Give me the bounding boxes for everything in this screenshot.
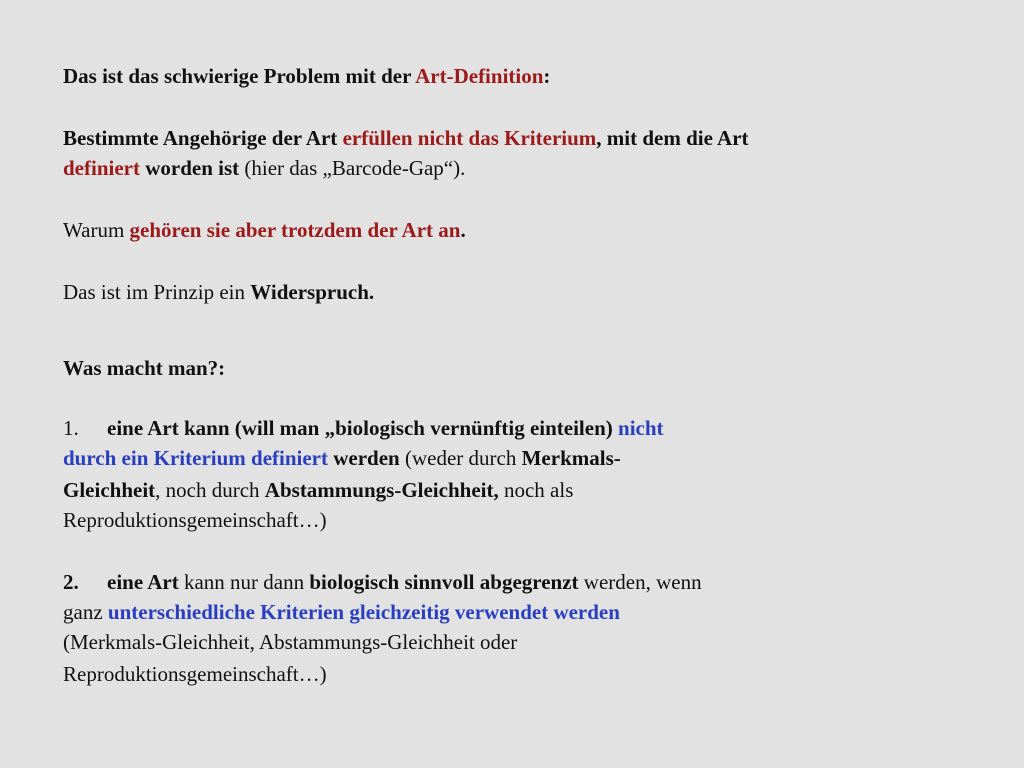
item2-number: 2. [63,570,79,594]
item1-line3-c: Abstammungs-Gleichheit, [264,478,499,502]
heading-highlight: Art-Definition [415,64,544,88]
item1-line2-a: durch ein Kriterium definiert [63,446,328,470]
para2-a: Warum [63,218,130,242]
para1-line2-b: worden ist [139,156,240,180]
heading [63,64,550,88]
item2-line2-b: unterschiedliche Kriterien gleichzeitig verwendet werden [107,600,620,624]
item2-line1-b: kann nur dann [178,570,310,594]
para1-line1-a: Bestimmte Angehörige der Art [63,126,343,150]
item2-line1-a: eine Art [107,570,179,594]
item2-line2-a: ganz [63,600,108,624]
para1-line2-a: definiert [63,156,140,180]
item2-line1 [63,570,702,594]
para1-line1-c: , mit dem die Art [596,126,749,150]
item1-line1-a: eine Art kann (will man „biologisch vernünftig einteilen) [107,416,619,440]
item1-line3-a: Gleichheit [63,478,156,502]
item2-line2 [63,600,620,624]
item1-line3-d: noch als [498,478,574,502]
item2-line1-d: werden, wenn [578,570,702,594]
heading-suffix: : [543,64,551,88]
para1-line1-b: erfüllen nicht das Kriterium [342,126,597,150]
para3-b: Widerspruch. [250,280,375,304]
item1-line2-c: (weder durch [399,446,522,470]
question: Was macht man?: [63,356,226,380]
para1-line1 [63,126,749,150]
item1-line1 [63,416,664,440]
item1-line3-b: , noch durch [155,478,265,502]
para3 [63,280,374,304]
item2-line3: (Merkmals-Gleichheit, Abstammungs-Gleichheit oder [63,630,518,654]
para2 [63,218,466,242]
item1-number: 1. [63,416,79,440]
item1-line2-b: werden [328,446,400,470]
para1-line2-c: (hier das „Barcode-Gap“). [239,156,466,180]
item1-line4: Reproduktionsgemeinschaft…) [63,508,327,532]
item1-line2-d: Merkmals- [521,446,621,470]
heading-prefix: Das ist das schwierige Problem mit der [63,64,416,88]
item1-line1-b: nicht [618,416,664,440]
item2-line4: Reproduktionsgemeinschaft…) [63,662,327,686]
para2-b: gehören sie aber trotzdem der Art an [129,218,461,242]
para1-line2 [63,156,465,180]
item2-line1-c: biologisch sinnvoll abgegrenzt [309,570,579,594]
para2-c: . [460,218,466,242]
item1-line2 [63,446,621,470]
item1-line3 [63,478,573,502]
para3-a: Das ist im Prinzip ein [63,280,251,304]
